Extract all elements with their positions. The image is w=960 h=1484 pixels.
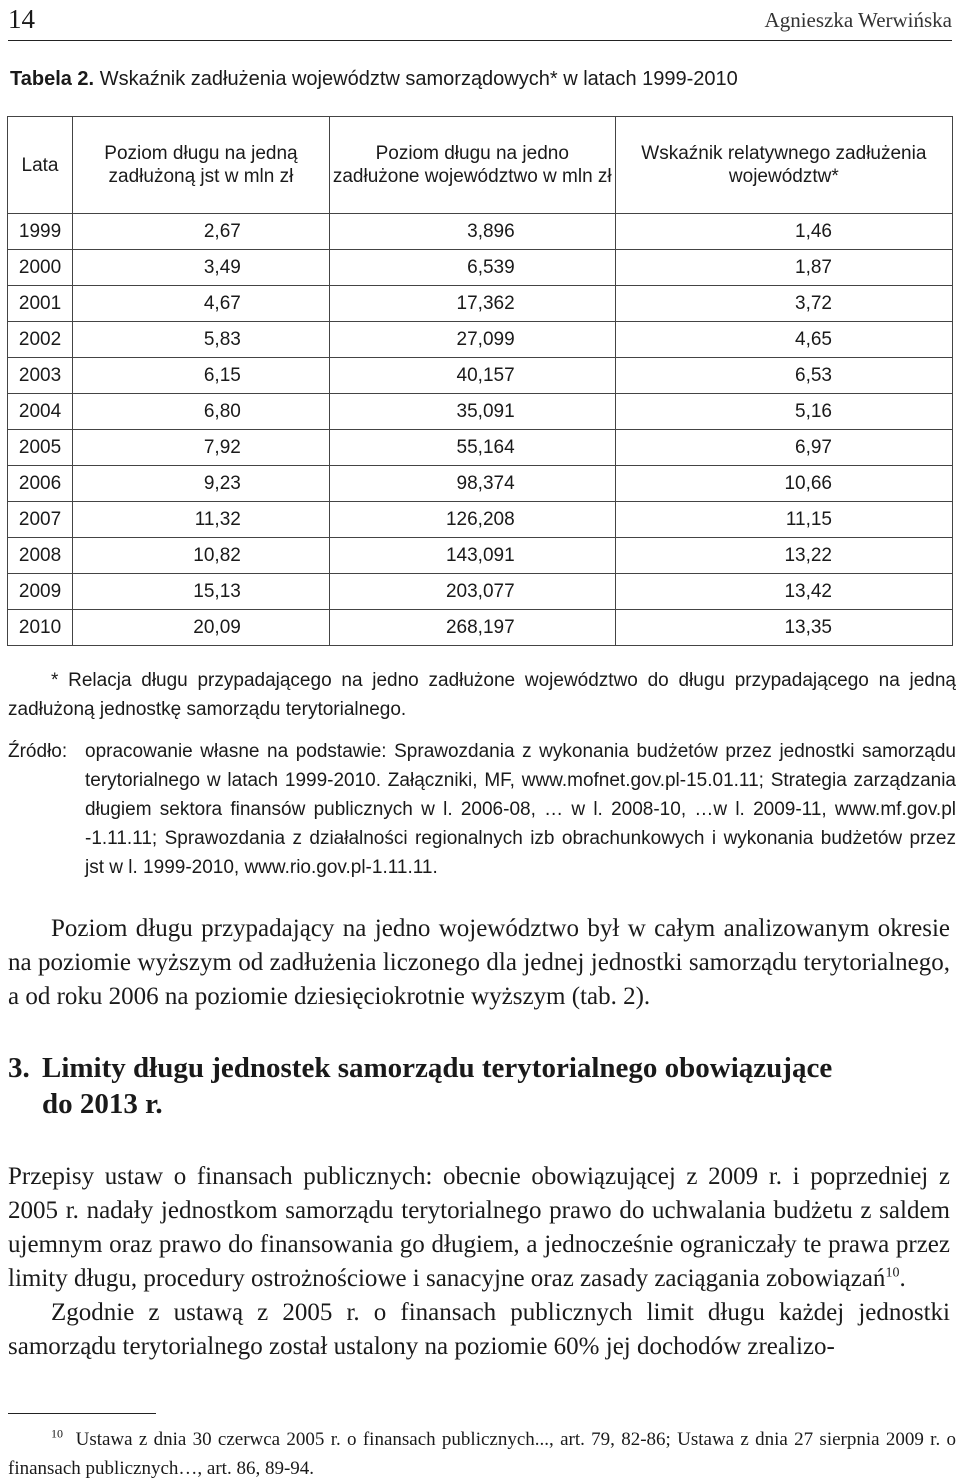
section-heading bbox=[8, 1050, 950, 1122]
cell-relative-index: 4,65 bbox=[615, 322, 952, 358]
table-row bbox=[8, 250, 953, 286]
cell-debt-per-voivodeship: 3,896 bbox=[329, 214, 615, 250]
cell-debt-per-voivodeship: 143,091 bbox=[329, 538, 615, 574]
table-note bbox=[8, 666, 956, 724]
table-row bbox=[8, 286, 953, 322]
cell-year: 2010 bbox=[8, 610, 73, 646]
cell-year: 2002 bbox=[8, 322, 73, 358]
cell-debt-per-jst: 2,67 bbox=[73, 214, 330, 250]
cell-year: 2003 bbox=[8, 358, 73, 394]
cell-year: 2001 bbox=[8, 286, 73, 322]
column-header-debt-per-jst: Poziom długu na jedną zadłużoną jst w mln zł bbox=[73, 117, 330, 214]
running-header bbox=[8, 4, 952, 38]
table-row bbox=[8, 394, 953, 430]
table-row bbox=[8, 214, 953, 250]
table-row bbox=[8, 322, 953, 358]
cell-debt-per-jst: 9,23 bbox=[73, 466, 330, 502]
table-caption bbox=[10, 68, 738, 91]
cell-debt-per-jst: 11,32 bbox=[73, 502, 330, 538]
paragraph-text: Poziom długu przypadający na jedno województwo był w całym analizowanym okresie na poziomie wyższym od zadłużenia liczonego dla jednej jednostki samorządu terytorialnego, a od roku 2006 na poziomie dziesięciokrotnie wyższym (tab. 2). bbox=[8, 915, 950, 1010]
footnote-text: Ustawa z dnia 30 czerwca 2005 r. o finansach publicznych..., art. 79, 82-86; Ustawa z dnia 27 sierpnia 2009 r. o finansach publicznych…, art. 86, 89-94. bbox=[8, 1429, 956, 1479]
section-title-line2: do 2013 r. bbox=[42, 1088, 163, 1120]
cell-debt-per-voivodeship: 203,077 bbox=[329, 574, 615, 610]
paragraph-text-main: Przepisy ustaw o finansach publicznych: obecnie obowiązującej z 2009 r. i poprzedniej z 2005 r. nadały jednostkom samorządu terytorialnego prawo do uchwalania budżetu z saldem ujemnym oraz prawo do finansowania go długiem, a jednocześnie ograniczały te prawa przez limity długu, procedury ostrożnościowe i sanacyjne oraz zasady zaciągania zobowiązań bbox=[8, 1163, 950, 1292]
table-row bbox=[8, 502, 953, 538]
footnote-ref[interactable]: 10 bbox=[885, 1265, 900, 1281]
table-source bbox=[8, 737, 956, 882]
footnote bbox=[8, 1425, 956, 1483]
cell-year: 1999 bbox=[8, 214, 73, 250]
table-caption-title: Wskaźnik zadłużenia województw samorządowych* w latach 1999-2010 bbox=[99, 68, 738, 90]
cell-debt-per-jst: 20,09 bbox=[73, 610, 330, 646]
running-header-author: Agnieszka Werwińska bbox=[764, 8, 952, 32]
cell-debt-per-jst: 6,80 bbox=[73, 394, 330, 430]
cell-debt-per-voivodeship: 98,374 bbox=[329, 466, 615, 502]
paragraph-text bbox=[8, 1160, 950, 1296]
cell-relative-index: 6,97 bbox=[615, 430, 952, 466]
body-paragraph-2 bbox=[8, 1160, 950, 1364]
cell-debt-per-voivodeship: 268,197 bbox=[329, 610, 615, 646]
table-caption-label: Tabela 2. bbox=[10, 68, 95, 90]
cell-relative-index: 5,16 bbox=[615, 394, 952, 430]
table-header-row bbox=[8, 117, 953, 214]
cell-debt-per-voivodeship: 126,208 bbox=[329, 502, 615, 538]
body-paragraph-1 bbox=[8, 912, 950, 1014]
cell-debt-per-voivodeship: 35,091 bbox=[329, 394, 615, 430]
table-row bbox=[8, 574, 953, 610]
cell-relative-index: 6,53 bbox=[615, 358, 952, 394]
table-row bbox=[8, 610, 953, 646]
cell-year: 2005 bbox=[8, 430, 73, 466]
source-text: opracowanie własne na podstawie: Sprawozdania z wykonania budżetów przez jednostki samorządu terytorialnego w latach 1999-2010. Załączniki, MF, www.mofnet.gov.pl-15.01.11; Strategia zarządzania długiem sektora finansów publicznych w l. 2006-08, … w l. 2008-10, …w l. 2009-11, www.mf.gov.pl -1.11.11; Sprawozdania z działalności regionalnych izb obrachunkowych i wykonania budżetów przez jst w l. 1999-2010, www.rio.gov.pl-1.11.11. bbox=[85, 741, 956, 878]
source-label: Źródło: bbox=[8, 741, 68, 762]
table-row bbox=[8, 466, 953, 502]
cell-year: 2009 bbox=[8, 574, 73, 610]
footnote-divider bbox=[8, 1413, 156, 1414]
section-number: 3. bbox=[8, 1052, 30, 1084]
table-row bbox=[8, 538, 953, 574]
cell-year: 2006 bbox=[8, 466, 73, 502]
table-row bbox=[8, 430, 953, 466]
table-note-text: * Relacja długu przypadającego na jedno zadłużone województwo do długu przypadającego na jedną zadłużoną jednostkę samorządu terytorialnego. bbox=[8, 670, 956, 720]
cell-year: 2004 bbox=[8, 394, 73, 430]
section-title-line1: Limity długu jednostek samorządu terytorialnego obowiązujące bbox=[42, 1052, 833, 1084]
cell-relative-index: 1,87 bbox=[615, 250, 952, 286]
cell-year: 2000 bbox=[8, 250, 73, 286]
column-header-relative-index: Wskaźnik relatywnego zadłużenia województw* bbox=[615, 117, 952, 214]
cell-year: 2007 bbox=[8, 502, 73, 538]
debt-table bbox=[7, 116, 953, 646]
column-header-debt-per-voivodeship: Poziom długu na jedno zadłużone województwo w mln zł bbox=[329, 117, 615, 214]
cell-relative-index: 11,15 bbox=[615, 502, 952, 538]
header-divider bbox=[8, 40, 952, 41]
cell-relative-index: 13,22 bbox=[615, 538, 952, 574]
cell-year: 2008 bbox=[8, 538, 73, 574]
cell-debt-per-jst: 7,92 bbox=[73, 430, 330, 466]
cell-relative-index: 1,46 bbox=[615, 214, 952, 250]
cell-debt-per-voivodeship: 27,099 bbox=[329, 322, 615, 358]
paragraph-text-3: Zgodnie z ustawą z 2005 r. o finansach publicznych limit długu każdej jednostki samorządu terytorialnego został ustalony na poziomie 60% jej dochodów zrealizo- bbox=[8, 1299, 950, 1360]
cell-relative-index: 13,35 bbox=[615, 610, 952, 646]
cell-debt-per-voivodeship: 55,164 bbox=[329, 430, 615, 466]
cell-debt-per-voivodeship: 17,362 bbox=[329, 286, 615, 322]
cell-debt-per-jst: 3,49 bbox=[73, 250, 330, 286]
cell-debt-per-jst: 6,15 bbox=[73, 358, 330, 394]
cell-debt-per-jst: 5,83 bbox=[73, 322, 330, 358]
cell-debt-per-jst: 10,82 bbox=[73, 538, 330, 574]
footnote-number: 10 bbox=[51, 1426, 63, 1441]
cell-debt-per-voivodeship: 40,157 bbox=[329, 358, 615, 394]
cell-relative-index: 13,42 bbox=[615, 574, 952, 610]
table-row bbox=[8, 358, 953, 394]
column-header-years: Lata bbox=[8, 117, 73, 214]
cell-debt-per-jst: 4,67 bbox=[73, 286, 330, 322]
cell-debt-per-jst: 15,13 bbox=[73, 574, 330, 610]
paragraph-text-end: . bbox=[899, 1265, 906, 1292]
page-number: 14 bbox=[8, 4, 35, 34]
cell-debt-per-voivodeship: 6,539 bbox=[329, 250, 615, 286]
cell-relative-index: 3,72 bbox=[615, 286, 952, 322]
cell-relative-index: 10,66 bbox=[615, 466, 952, 502]
